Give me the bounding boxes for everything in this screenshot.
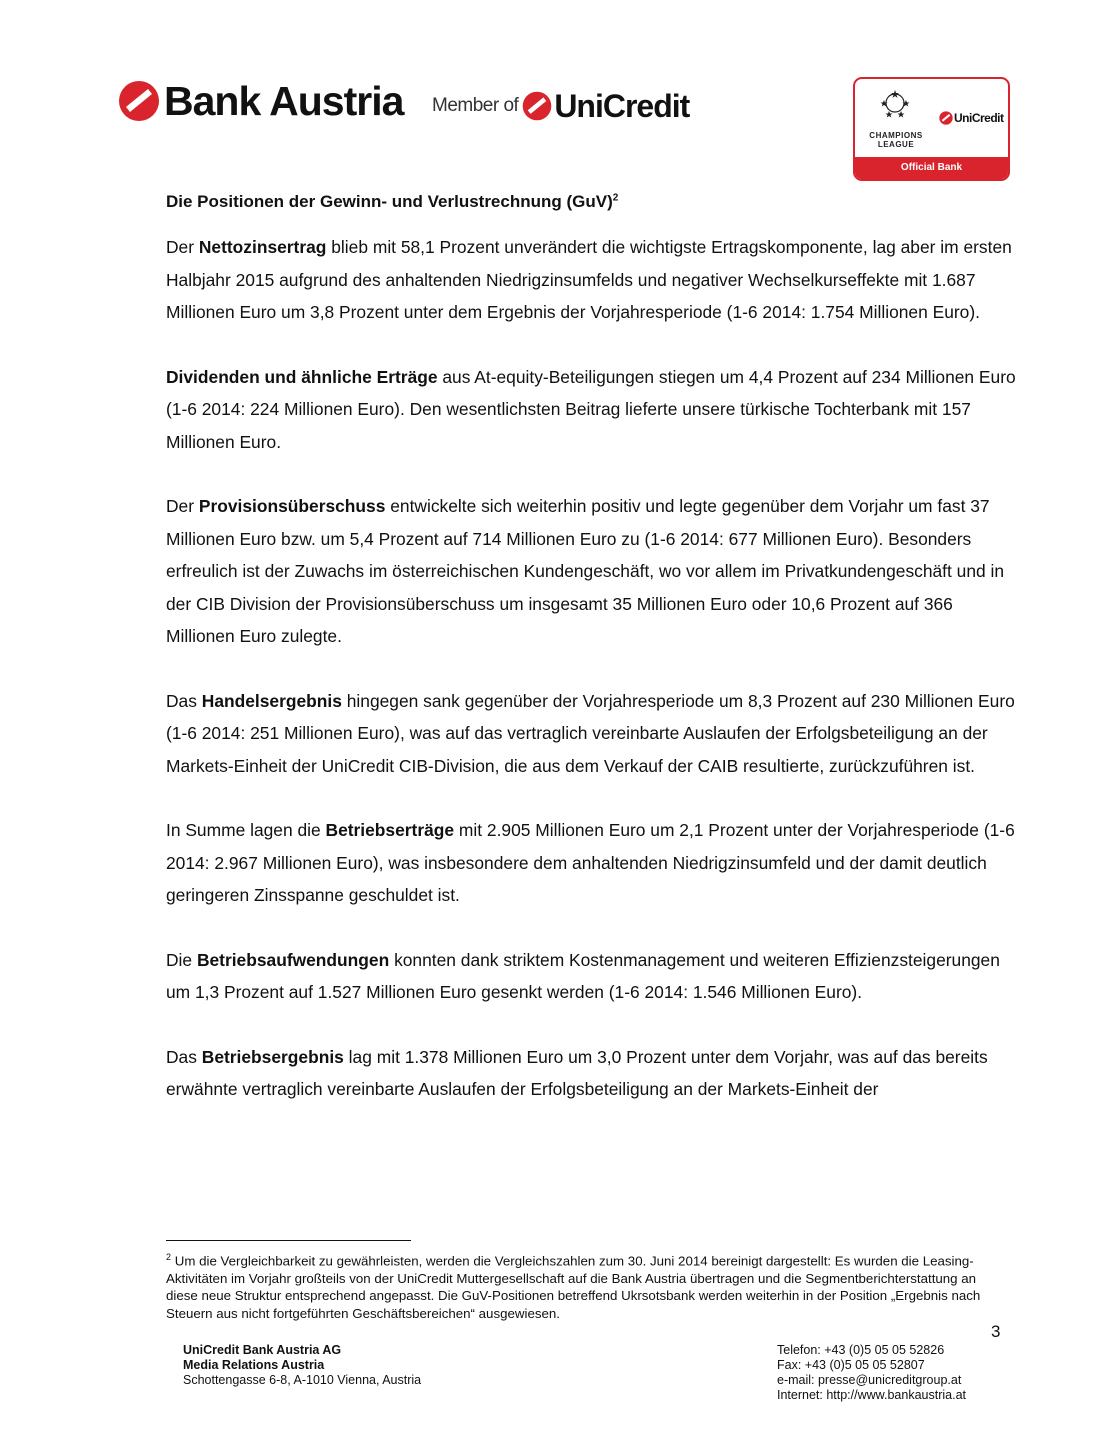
footer-street: Schottengasse 6-8, A-1010 Vienna, Austria — [183, 1373, 422, 1387]
badge-sponsor-name: UniCredit — [954, 111, 1004, 125]
footer-website[interactable]: Internet: http://www.bankaustria.at — [777, 1388, 966, 1402]
key-term: Nettozinsertrag — [198, 237, 327, 257]
unicredit-logo-icon — [939, 111, 953, 125]
footer-address — [183, 1343, 421, 1388]
footer-company: UniCredit Bank Austria AG — [183, 1343, 342, 1357]
starball-icon — [879, 87, 911, 119]
paragraph-handelsergebnis: Das Handelsergebnis hingegen sank gegenüber der Vorjahresperiode um 8,3 Prozent auf 230 Millionen Euro (1-6 2014: 251 Millionen Euro), was auf das vertraglich vereinbarte Auslaufen der Erfolgsbeteiligung an der Markets-Einheit der UniCredit CIB-Division, die aus dem Verkauf der CAIB resultierte, zurückzuführen ist. — [166, 690, 1015, 776]
footer-department: Media Relations Austria — [183, 1358, 325, 1372]
section-title — [166, 192, 618, 212]
member-of-unicredit — [432, 86, 689, 126]
paragraph-provisionsueberschuss: Der Provisionsüberschuss entwickelte sich weiterhin positiv und legte gegenüber dem Vorjahr um fast 37 Millionen Euro bzw. um 5,4 Prozent auf 714 Millionen Euro zu (1-6 2014: 677 Millionen Euro). Besonders erfreulich ist der Zuwachs im österreichischen Kundengeschäft, wo vor allem im Privatkundengeschäft und in der CIB Division der Provisionsüberschuss um insgesamt 35 Millionen Euro oder 10,6 Prozent auf 366 Millionen Euro zulegte. — [166, 496, 1005, 646]
paragraph-nettozinsertrag: Der Nettozinsertrag blieb mit 58,1 Prozent unverändert die wichtigste Ertragskomponente, lag aber im ersten Halbjahr 2015 aufgrund des anhaltenden Niedrigzinsumfelds und negativer Wechselkurseffekte mit 1.687 Millionen Euro um 3,8 Prozent unter dem Ergebnis der Vorjahresperiode (1-6 2014: 1.754 Millionen Euro). — [166, 237, 1012, 322]
paragraph-betriebsaufwendungen: Die Betriebsaufwendungen konnten dank striktem Kostenmanagement und weiteren Effizienzsteigerungen um 1,3 Prozent auf 1.527 Millionen Euro gesenkt werden (1-6 2014: 1.546 Millionen Euro). — [166, 949, 1000, 1002]
bank-austria-logo — [118, 76, 403, 126]
key-term: Betriebsaufwendungen — [196, 949, 390, 970]
badge-footer: Official Bank — [855, 157, 1008, 179]
key-term: Provisionsüberschuss — [198, 496, 386, 516]
footnote-number: 2 — [166, 1252, 172, 1262]
body-text — [166, 231, 1016, 1138]
footnote-divider — [166, 1240, 411, 1241]
unicredit-logo-icon — [118, 80, 160, 122]
key-term: Betriebsergebnis — [201, 1046, 344, 1067]
unicredit-logo-icon — [522, 91, 552, 121]
footer-contact — [777, 1343, 966, 1403]
footer-fax: Fax: +43 (0)5 05 05 52807 — [777, 1358, 925, 1372]
member-of-label: Member of — [432, 95, 519, 116]
key-term: Betriebserträge — [325, 820, 455, 840]
section-title-text: Die Positionen der Gewinn- und Verlustrechnung (GuV) — [166, 192, 613, 211]
footnote-reference: 2 — [612, 192, 619, 204]
badge-line-2: LEAGUE — [877, 140, 915, 150]
badge-line-1: CHAMPIONS — [869, 131, 923, 140]
paragraph-dividenden: Dividenden und ähnliche Erträge aus At-equity-Beteiligungen stiegen um 4,4 Prozent auf 234 Millionen Euro (1-6 2014: 224 Millionen Euro). Den wesentlichsten Beitrag lieferte unsere türkische Tochterbank mit 157 Millionen Euro. — [166, 366, 1016, 452]
footer-email[interactable]: e-mail: presse@unicreditgroup.at — [777, 1373, 962, 1387]
badge-sponsor — [939, 111, 1004, 125]
paragraph-betriebsertraege: In Summe lagen die Betriebserträge mit 2.905 Millionen Euro um 2,1 Prozent unter der Vorjahresperiode (1-6 2014: 2.967 Millionen Euro), was insbesondere dem anhaltenden Niedrigzinsumfeld und der damit deutlich geringeren Zinsspanne geschuldet ist. — [166, 820, 1015, 905]
brand-name: Bank Austria — [164, 77, 404, 124]
champions-league-badge — [853, 77, 1010, 181]
footnote-text: Um die Vergleichbarkeit zu gewährleisten, werden die Vergleichszahlen zum 30. Juni 2014 bereinigt dargestellt: Es wurden die Leasing-Aktivitäten im Vorjahr großteils von der UniCredit Muttergesellschaft auf die Bank Austria übertragen und die Segmentberichterstattung an diese neue Struktur entsprechend angepasst. Die GuV-Positionen betreffend Ukrsotsbank werden weiterhin in der Position „Ergebnis nach Steuern aus nicht fortgeführten Geschäftsbereichen“ ausgewiesen. — [166, 1253, 981, 1321]
paragraph-betriebsergebnis: Das Betriebsergebnis lag mit 1.378 Millionen Euro um 3,0 Prozent unter dem Vorjahr, was auf das bereits erwähnte vertraglich vereinbarte Auslaufen der Erfolgsbeteiligung an der Markets-Einheit der — [166, 1046, 988, 1099]
page-number: 3 — [991, 1322, 1001, 1341]
footnote — [166, 1249, 1006, 1322]
key-term: Handelsergebnis — [201, 690, 342, 711]
parent-brand-name: UniCredit — [554, 87, 690, 124]
key-term: Dividenden und ähnliche Erträge — [166, 366, 438, 387]
champions-league-wordmark — [861, 131, 931, 149]
footer-phone: Telefon: +43 (0)5 05 05 52826 — [777, 1343, 945, 1357]
